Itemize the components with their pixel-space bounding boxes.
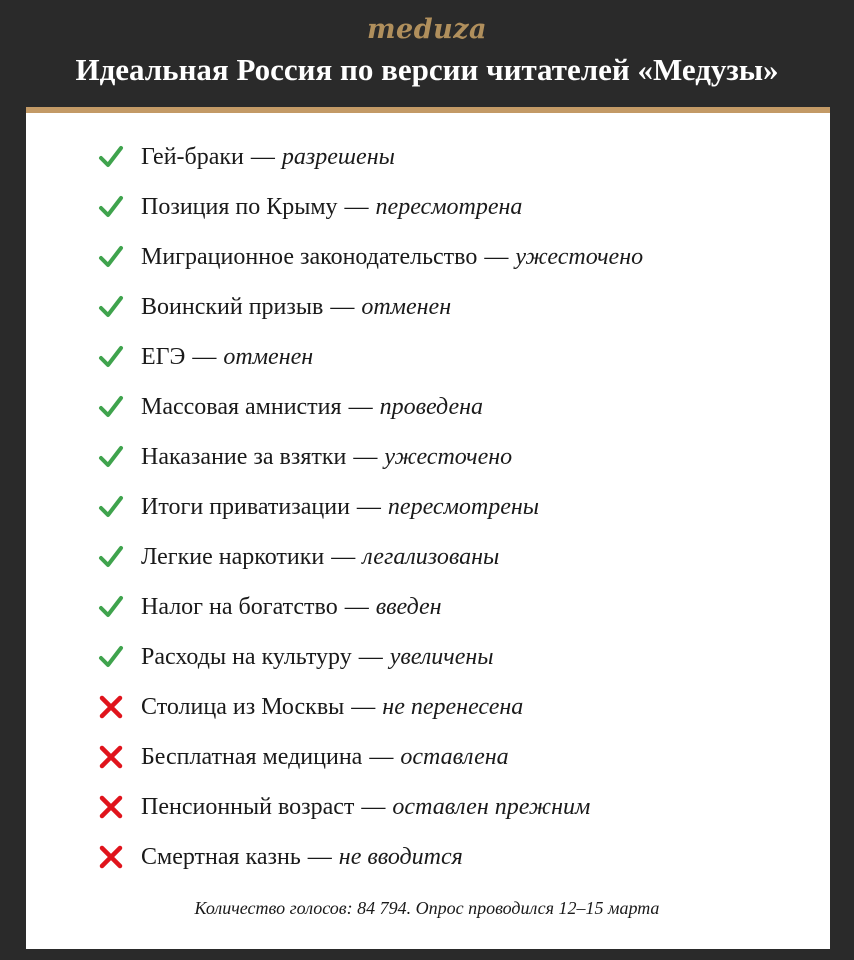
list-item (97, 387, 817, 427)
dash-separator: — (192, 343, 217, 370)
dash-separator: — (344, 593, 369, 620)
item-status: пересмотрена (375, 193, 523, 220)
check-icon (97, 243, 125, 271)
list-item (97, 137, 817, 177)
item-label: Гей-браки (141, 143, 244, 170)
list-item (97, 537, 817, 577)
list-item (97, 637, 817, 677)
item-label: Миграционное законодательство (141, 243, 478, 270)
item-label: Позиция по Крыму (141, 193, 338, 220)
check-icon (97, 393, 125, 421)
list-item (97, 837, 817, 877)
dash-separator: — (307, 843, 332, 870)
item-status: ужесточено (515, 243, 644, 270)
item-status: ужесточено (384, 443, 513, 470)
list-item (97, 687, 817, 727)
list-item (97, 237, 817, 277)
item-label: Пенсионный возраст (141, 793, 355, 820)
list-item (97, 737, 817, 777)
item-status: не перенесена (382, 693, 524, 720)
page-title: Идеальная Россия по версии читателей «Медузы» (75, 52, 779, 87)
check-icon (97, 443, 125, 471)
dash-separator: — (356, 493, 381, 520)
item-status: не вводится (338, 843, 463, 870)
item-label: ЕГЭ (141, 343, 186, 370)
check-icon (97, 543, 125, 571)
item-label: Смертная казнь (141, 843, 301, 870)
item-label: Воинский призыв (141, 293, 324, 320)
item-status: легализованы (362, 543, 500, 570)
list-item (97, 787, 817, 827)
check-icon (97, 143, 125, 171)
item-label: Итоги приватизации (141, 493, 350, 520)
check-icon (97, 193, 125, 221)
cross-icon (97, 693, 125, 721)
item-status: оставлена (400, 743, 509, 770)
item-status: отменен (223, 343, 314, 370)
list-item (97, 587, 817, 627)
item-label: Столица из Москвы (141, 693, 345, 720)
item-status: увеличены (389, 643, 494, 670)
cross-icon (97, 793, 125, 821)
footnote: Количество голосов: 84 794. Опрос проводился 12–15 марта (194, 898, 660, 918)
item-status: проведена (379, 393, 484, 420)
dash-separator: — (330, 293, 355, 320)
item-status: оставлен прежним (392, 793, 591, 820)
check-icon (97, 293, 125, 321)
dash-separator: — (348, 393, 373, 420)
item-label: Налог на богатство (141, 593, 338, 620)
dash-separator: — (344, 193, 369, 220)
item-status: введен (375, 593, 442, 620)
dash-separator: — (351, 693, 376, 720)
item-label: Наказание за взятки (141, 443, 347, 470)
check-icon (97, 493, 125, 521)
dash-separator: — (361, 793, 386, 820)
item-status: разрешены (281, 143, 395, 170)
item-status: отменен (361, 293, 452, 320)
item-label: Бесплатная медицина (141, 743, 363, 770)
item-label: Легкие наркотики (141, 543, 325, 570)
cross-icon (97, 743, 125, 771)
item-label: Расходы на культуру (141, 643, 352, 670)
list-item (97, 187, 817, 227)
item-status: пересмотрены (387, 493, 540, 520)
dash-separator: — (331, 543, 356, 570)
list-item (97, 487, 817, 527)
check-icon (97, 643, 125, 671)
dash-separator: — (250, 143, 275, 170)
item-label: Массовая амнистия (141, 393, 342, 420)
list-item (97, 437, 817, 477)
check-icon (97, 593, 125, 621)
dash-separator: — (369, 743, 394, 770)
meduza-logo: meduza (366, 14, 488, 45)
dash-separator: — (484, 243, 509, 270)
list-item (97, 287, 817, 327)
dash-separator: — (358, 643, 383, 670)
check-icon (97, 343, 125, 371)
list-item (97, 337, 817, 377)
cross-icon (97, 843, 125, 871)
dash-separator: — (353, 443, 378, 470)
